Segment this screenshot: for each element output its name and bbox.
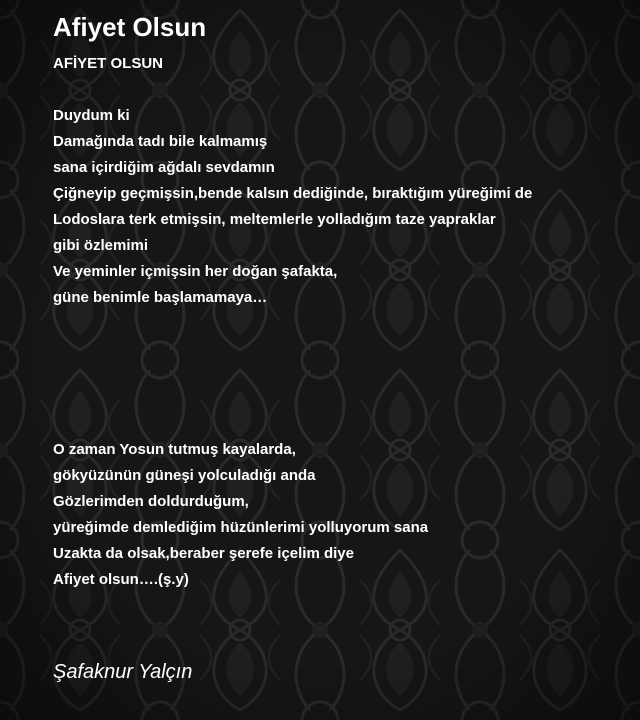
poem-line: güne benimle başlamamaya… <box>53 289 268 306</box>
poem-line: Uzakta da olsak,beraber şerefe içelim diye <box>53 545 354 562</box>
poem-line: yüreğimde demlediğim hüzünlerimi yolluyorum sana <box>53 519 429 536</box>
poem-line: Gözlerimden doldurduğum, <box>53 493 249 510</box>
poem-line: Damağında tadı bile kalmamış <box>53 133 268 150</box>
poem-line: gökyüzünün güneşi yolculadığı anda <box>53 467 316 484</box>
poem-author: Şafaknur Yalçın <box>53 661 193 683</box>
poem-line: gibi özlemimi <box>53 237 149 254</box>
poem-line: Lodoslara terk etmişsin, meltemlerle yolladığım taze yapraklar <box>53 211 496 228</box>
poem-line: Çiğneyip geçmişsin,bende kalsın dediğinde, bıraktığım yüreğimi de <box>53 185 533 202</box>
poem-line: Duydum ki <box>53 107 130 124</box>
poem-line: Afiyet olsun….(ş.y) <box>53 571 189 588</box>
stanza-2 <box>53 437 428 593</box>
poem-subtitle: AFİYET OLSUN <box>53 55 164 72</box>
poem-line: O zaman Yosun tutmuş kayalarda, <box>53 441 296 458</box>
poem-line: sana içirdiğim ağdalı sevdamın <box>53 159 275 176</box>
stanza-1 <box>53 103 532 311</box>
poem-line: Ve yeminler içmişsin her doğan şafakta, <box>53 263 338 280</box>
poem-title: Afiyet Olsun <box>53 12 207 42</box>
